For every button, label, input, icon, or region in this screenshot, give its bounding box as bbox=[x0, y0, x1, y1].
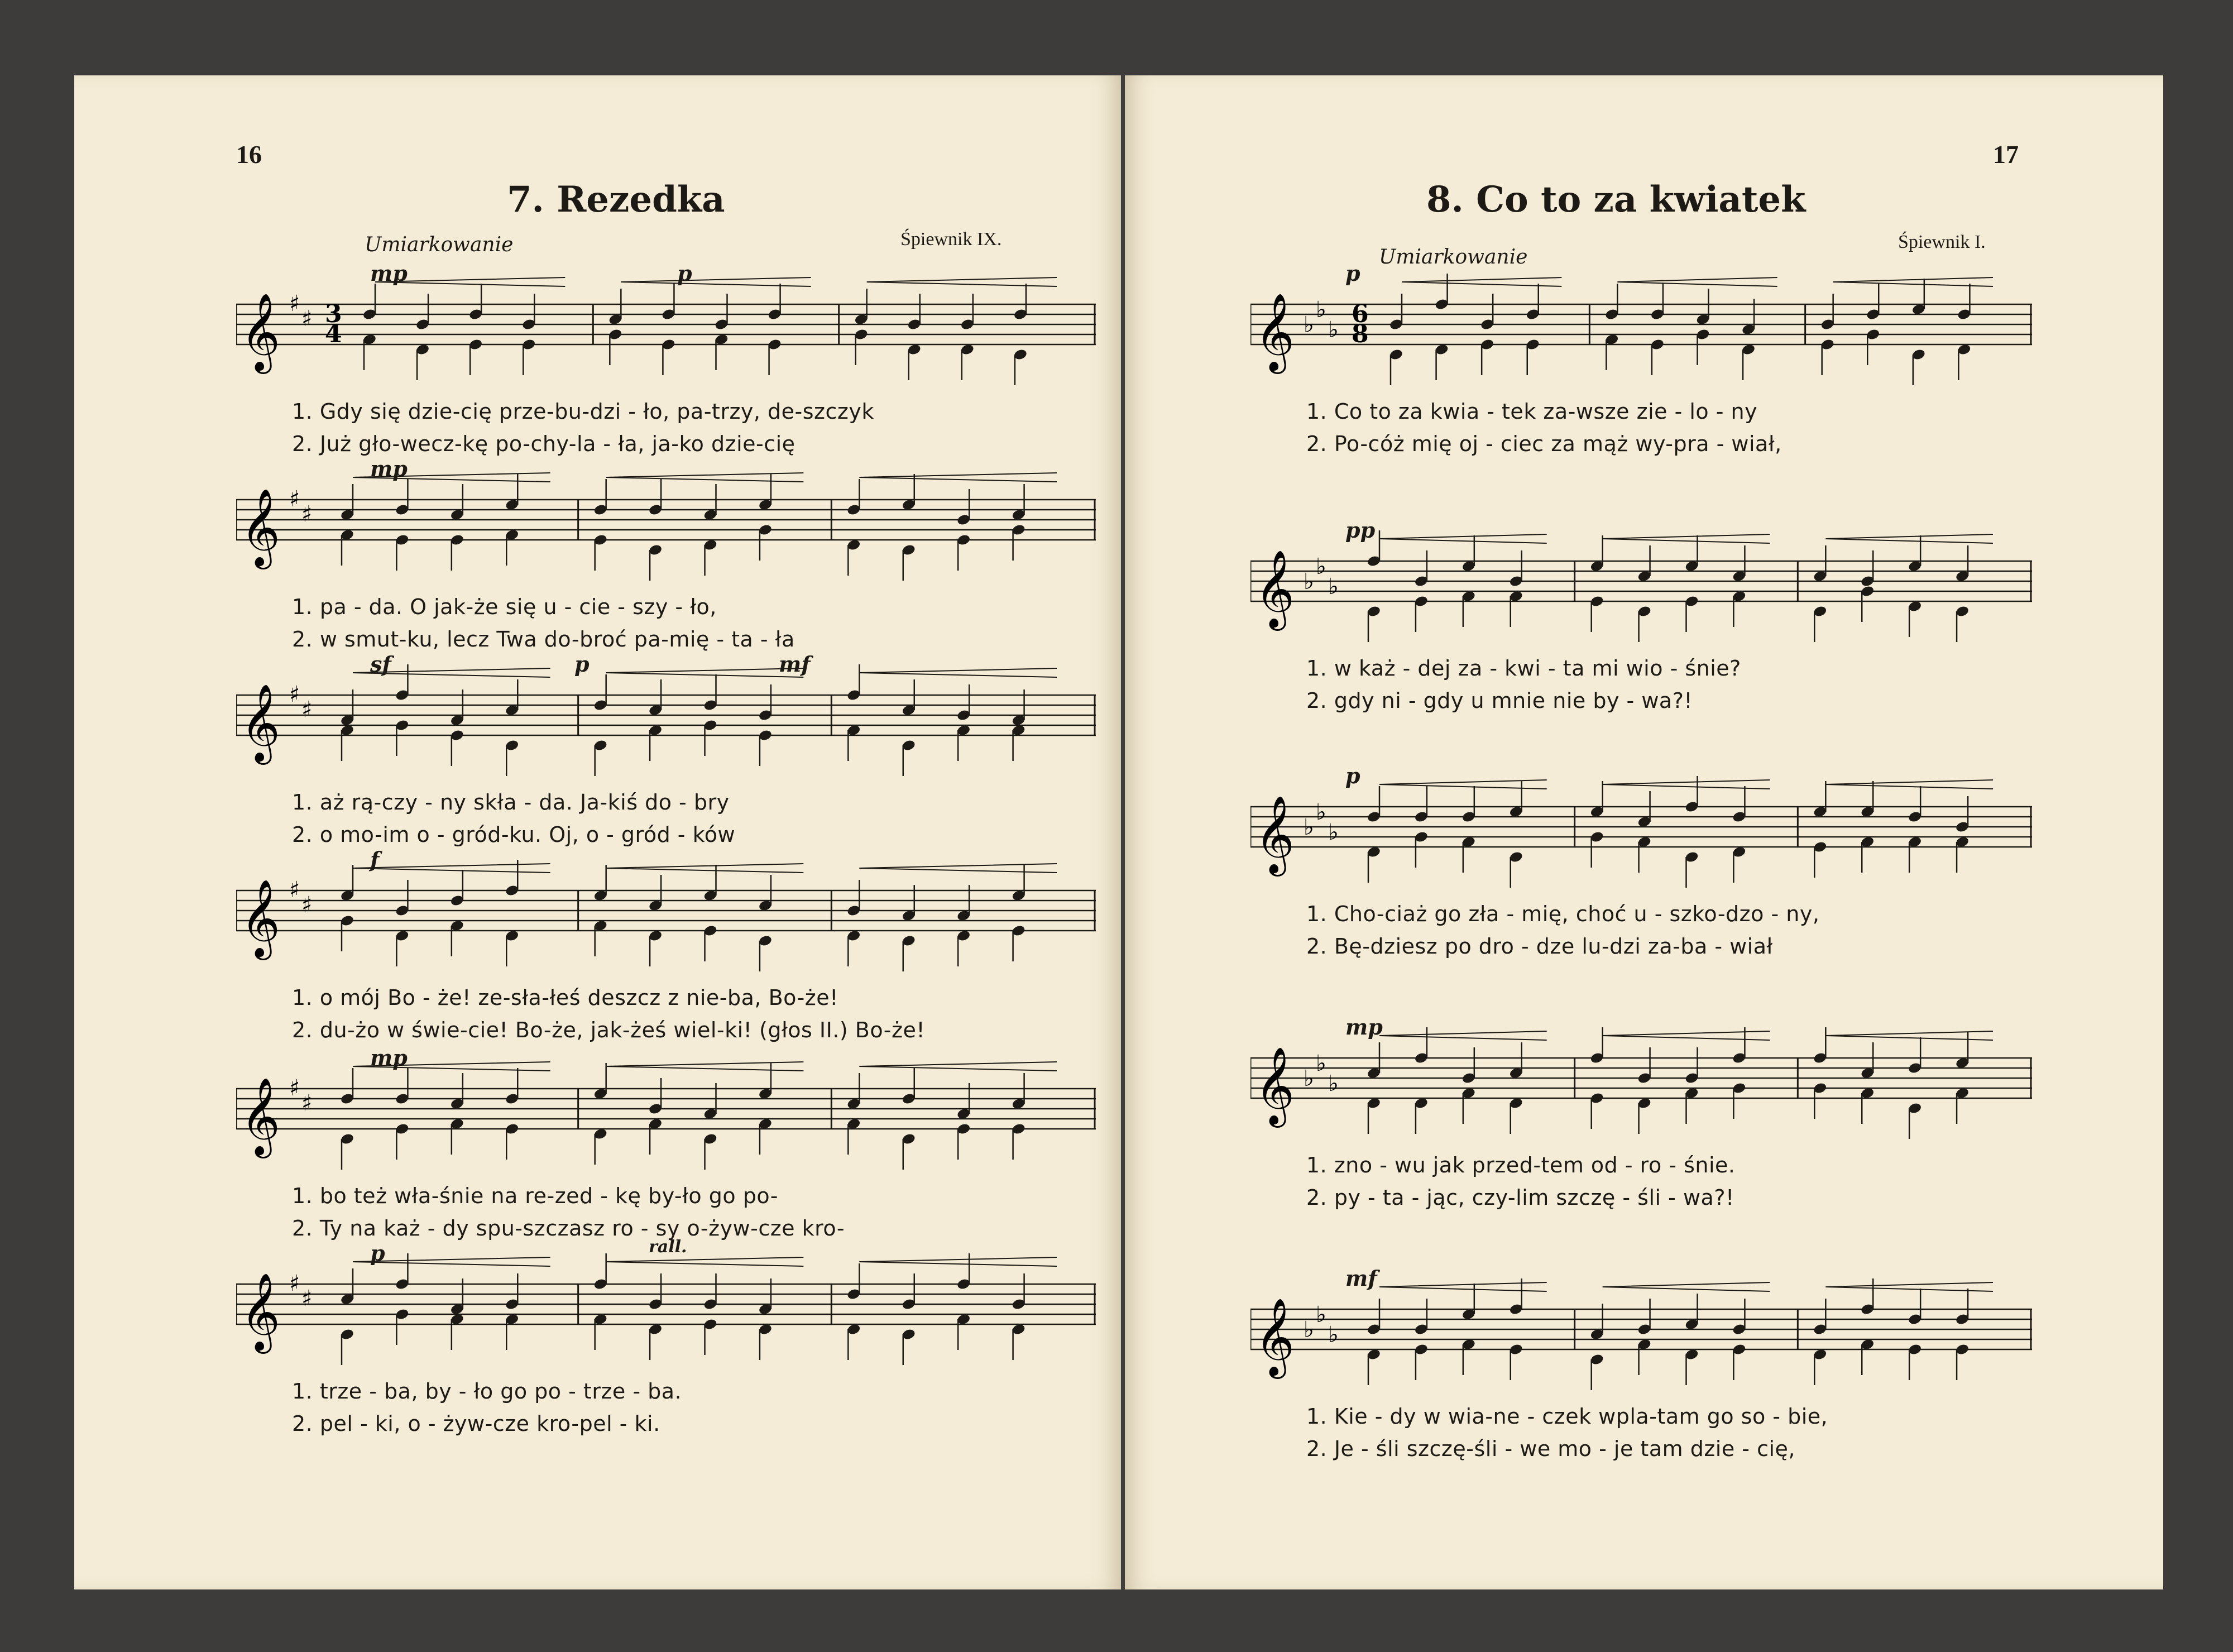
time-signature: 6 bbox=[1352, 300, 1369, 328]
treble-clef-icon: 𝄞 bbox=[1255, 796, 1295, 873]
flat-icon: ♭ bbox=[1328, 1322, 1339, 1348]
songbook-source: Śpiewnik IX. bbox=[900, 229, 1002, 250]
staff bbox=[236, 1245, 1096, 1373]
dynamic-marking: p bbox=[370, 1241, 385, 1266]
hairpin bbox=[621, 277, 811, 286]
treble-clef-icon: 𝄞 bbox=[1255, 1298, 1295, 1376]
hairpin bbox=[606, 1062, 804, 1071]
flat-icon: ♭ bbox=[1304, 815, 1314, 840]
lyric-line: 2. o mo-im o - gród-ku. Oj, o - gród - ków bbox=[292, 822, 736, 847]
flat-icon: ♭ bbox=[1304, 569, 1314, 595]
lyric-line: 1. Kie - dy w wia-ne - czek wpla-tam go so - bie, bbox=[1306, 1404, 1828, 1429]
flat-icon: ♭ bbox=[1304, 1066, 1314, 1091]
hairpin bbox=[859, 1062, 1057, 1071]
music-system bbox=[236, 1237, 1096, 1446]
dynamic-marking: mp bbox=[1345, 1014, 1383, 1040]
lyric-line: 2. py - ta - jąc, czy-lim szczę - śli - wa?! bbox=[1306, 1185, 1734, 1210]
dynamic-marking: mf bbox=[779, 652, 811, 677]
staff bbox=[236, 656, 1096, 784]
right-page bbox=[1125, 75, 2163, 1589]
hairpin bbox=[1825, 780, 1993, 789]
dynamic-marking: mf bbox=[1345, 1266, 1377, 1291]
music-system bbox=[1250, 1014, 2032, 1220]
lyric-line: 1. aż rą-czy - ny skła - da. Ja-kiś do - bry bbox=[292, 790, 730, 815]
sharp-icon: ♯ bbox=[289, 486, 300, 512]
flat-icon: ♭ bbox=[1304, 1317, 1314, 1343]
music-system bbox=[1250, 1266, 2032, 1471]
music-system bbox=[236, 847, 1096, 1052]
hairpin bbox=[859, 668, 1057, 677]
dynamic-marking: p bbox=[574, 652, 590, 677]
dynamic-marking: p bbox=[1345, 261, 1360, 286]
lyric-line: 2. gdy ni - gdy u mnie nie by - wa?! bbox=[1306, 688, 1693, 713]
lyric-line: 1. pa - da. O jak-że się u - cie - szy - ło, bbox=[292, 595, 717, 619]
hairpin bbox=[859, 473, 1057, 482]
sharp-icon: ♯ bbox=[289, 1271, 300, 1296]
staff bbox=[236, 851, 1096, 980]
treble-clef-icon: 𝄞 bbox=[241, 1078, 280, 1155]
hairpin bbox=[1379, 1031, 1547, 1040]
hairpin bbox=[1603, 1282, 1770, 1291]
music-system bbox=[236, 1045, 1096, 1251]
lyric-line: 2. Bę-dziesz po dro - dze lu-dzi za-ba - wiał bbox=[1306, 934, 1773, 959]
flat-icon: ♭ bbox=[1316, 297, 1326, 323]
music-system bbox=[236, 261, 1096, 466]
hairpin bbox=[606, 864, 804, 873]
flat-icon: ♭ bbox=[1316, 1051, 1326, 1076]
sharp-icon: ♯ bbox=[301, 306, 313, 332]
sharp-icon: ♯ bbox=[289, 682, 300, 707]
flat-icon: ♭ bbox=[1316, 554, 1326, 580]
dynamic-marking: p bbox=[677, 261, 692, 286]
songbook-source: Śpiewnik I. bbox=[1898, 232, 1986, 252]
lyric-line: 1. bo też wła-śnie na re-zed - kę by-ło go po- bbox=[292, 1184, 778, 1208]
treble-clef-icon: 𝄞 bbox=[1255, 550, 1295, 628]
dynamic-marking: sf bbox=[370, 652, 391, 677]
lyric-line: 2. du-żo w świe-cie! Bo-że, jak-żeś wiel-ki! (głos II.) Bo-że! bbox=[292, 1018, 926, 1042]
lyric-line: 1. zno - wu jak przed-tem od - ro - śnie. bbox=[1306, 1153, 1736, 1177]
treble-clef-icon: 𝄞 bbox=[241, 489, 280, 566]
hairpin bbox=[1833, 277, 1993, 286]
song-title: 8. Co to za kwiatek bbox=[1426, 179, 1806, 221]
music-system bbox=[1250, 763, 2032, 969]
sharp-icon: ♯ bbox=[301, 1286, 313, 1311]
music-system bbox=[1250, 261, 2032, 466]
staff bbox=[236, 265, 1096, 394]
time-signature: 8 bbox=[1352, 320, 1369, 348]
flat-icon: ♭ bbox=[1328, 574, 1339, 600]
hairpin bbox=[606, 473, 804, 482]
treble-clef-icon: 𝄞 bbox=[241, 879, 280, 957]
hairpin bbox=[1379, 534, 1547, 543]
treble-clef-icon: 𝄞 bbox=[1255, 293, 1295, 371]
lyric-line: 1. Co to za kwia - tek za-wsze zie - lo - ny bbox=[1306, 399, 1758, 424]
sharp-icon: ♯ bbox=[301, 501, 313, 527]
staff bbox=[236, 1050, 1096, 1178]
sharp-icon: ♯ bbox=[301, 1090, 313, 1116]
lyric-line: 2. pel - ki, o - żyw-cze kro-pel - ki. bbox=[292, 1411, 660, 1436]
treble-clef-icon: 𝄞 bbox=[241, 293, 280, 371]
treble-clef-icon: 𝄞 bbox=[1255, 1047, 1295, 1124]
lyric-line: 1. Cho-ciaż go zła - mię, choć u - szko-dzo - ny, bbox=[1306, 902, 1820, 926]
staff bbox=[1250, 768, 2032, 896]
treble-clef-icon: 𝄞 bbox=[241, 1273, 280, 1351]
hairpin bbox=[859, 1257, 1057, 1266]
treble-clef-icon: 𝄞 bbox=[241, 684, 280, 762]
lyric-line: 1. Gdy się dzie-cię prze-bu-dzi - ło, pa-trzy, de-szczyk bbox=[292, 399, 874, 424]
hairpin bbox=[1617, 277, 1777, 286]
hairpin bbox=[606, 1257, 804, 1266]
sharp-icon: ♯ bbox=[301, 697, 313, 722]
dynamic-marking: mp bbox=[370, 1045, 408, 1070]
lyric-line: 2. Już gło-wecz-kę po-chy-la - ła, ja-ko dzie-cię bbox=[292, 432, 796, 456]
flat-icon: ♭ bbox=[1328, 820, 1339, 845]
hairpin bbox=[353, 864, 550, 873]
song-title: 7. Rezedka bbox=[507, 179, 725, 221]
lyric-line: 1. o mój Bo - że! ze-sła-łeś deszcz z nie-ba, Bo-że! bbox=[292, 985, 838, 1010]
hairpin bbox=[606, 668, 804, 677]
hairpin bbox=[859, 864, 1057, 873]
dynamic-marking: pp bbox=[1345, 518, 1376, 543]
hairpin bbox=[1402, 277, 1561, 286]
tempo-marking: Umiarkowanie bbox=[365, 233, 514, 256]
tempo-annotation: rall. bbox=[649, 1237, 687, 1257]
hairpin bbox=[1825, 534, 1993, 543]
flat-icon: ♭ bbox=[1316, 1302, 1326, 1328]
page-number: 16 bbox=[236, 140, 262, 169]
flat-icon: ♭ bbox=[1316, 799, 1326, 825]
page-number: 17 bbox=[1993, 140, 2019, 169]
flat-icon: ♭ bbox=[1328, 317, 1339, 343]
lyric-line: 2. Ty na każ - dy spu-szczasz ro - sy o-żyw-cze kro- bbox=[292, 1216, 845, 1241]
dynamic-marking: mp bbox=[370, 261, 408, 286]
staff bbox=[1250, 265, 2032, 394]
lyric-line: 1. trze - ba, by - ło go po - trze - ba. bbox=[292, 1379, 682, 1404]
left-page bbox=[74, 75, 1121, 1589]
flat-icon: ♭ bbox=[1304, 312, 1314, 338]
dynamic-marking: p bbox=[1345, 763, 1360, 788]
time-signature: 3 bbox=[325, 300, 342, 328]
hairpin bbox=[867, 277, 1057, 286]
lyric-line: 2. Je - śli szczę-śli - we mo - je tam dzie - cię, bbox=[1306, 1436, 1795, 1461]
sharp-icon: ♯ bbox=[289, 877, 300, 903]
sharp-icon: ♯ bbox=[289, 1075, 300, 1101]
lyric-line: 2. Po-cóż mię oj - ciec za mąż wy-pra - wiał, bbox=[1306, 432, 1782, 456]
lyric-line: 2. w smut-ku, lecz Twa do-broć pa-mię - ta - ła bbox=[292, 627, 795, 652]
sharp-icon: ♯ bbox=[301, 892, 313, 918]
tempo-marking: Umiarkowanie bbox=[1379, 246, 1528, 269]
hairpin bbox=[1603, 534, 1770, 543]
music-system bbox=[1250, 518, 2032, 723]
time-signature: 4 bbox=[325, 320, 342, 348]
dynamic-marking: mp bbox=[370, 456, 408, 481]
music-system bbox=[236, 456, 1096, 662]
staff bbox=[236, 461, 1096, 589]
music-system bbox=[236, 652, 1096, 857]
flat-icon: ♭ bbox=[1328, 1071, 1339, 1096]
lyric-line: 1. w każ - dej za - kwi - ta mi wio - śnie? bbox=[1306, 656, 1741, 681]
sharp-icon: ♯ bbox=[289, 291, 300, 317]
dynamic-marking: f bbox=[370, 847, 380, 872]
